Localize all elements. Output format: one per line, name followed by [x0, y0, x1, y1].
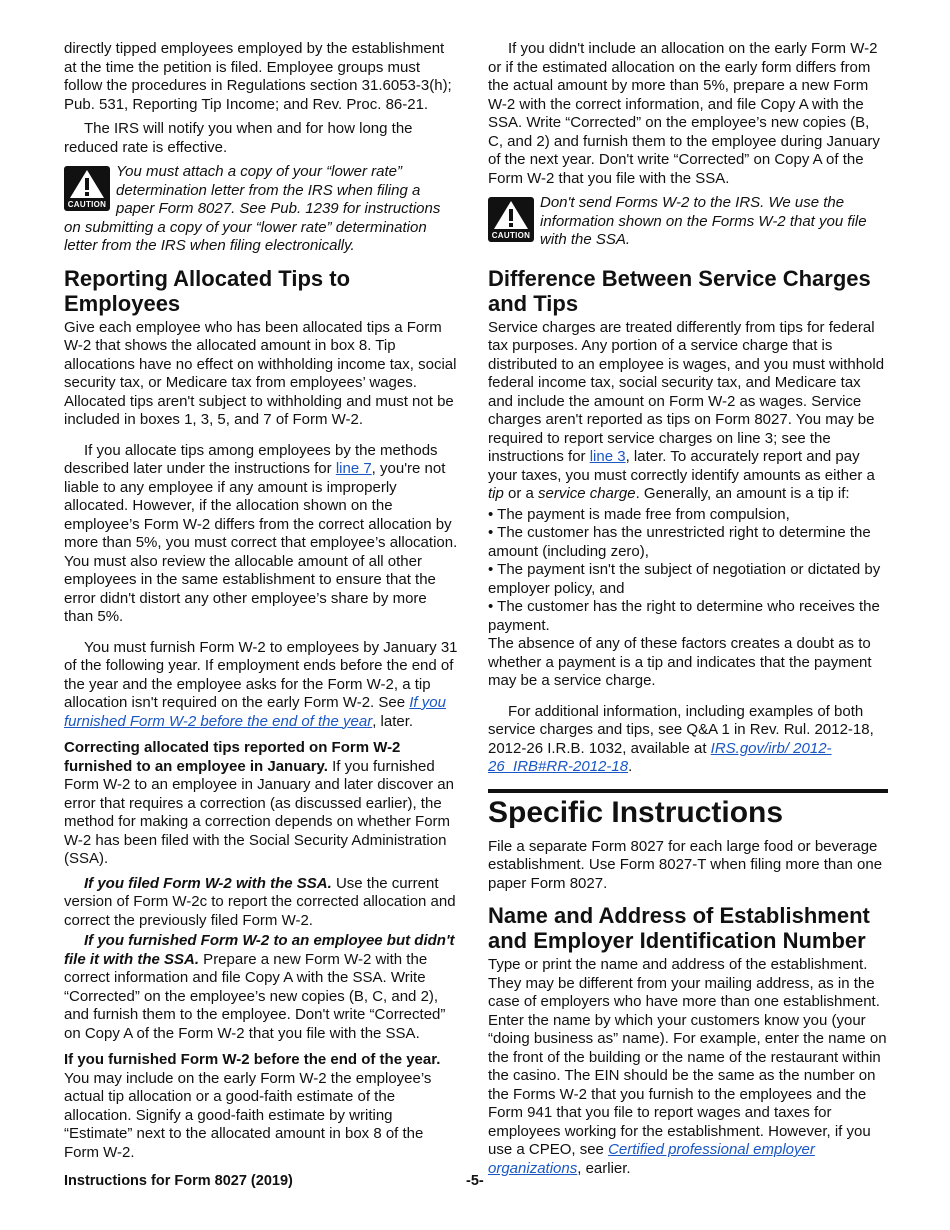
caution-note	[64, 163, 460, 256]
paragraph: If you furnished Form W-2 before the end of the year. You may include on the early Form W-2 the employee’s actual tip allocation or a good-faith estimate of the allocation. Signify a good-faith estimate by writing “Estimate” next to the allocated amount in box 8 of the Form W-2.	[64, 1051, 441, 1161]
page-footer	[64, 1172, 886, 1190]
caution-text: Don't send Forms W-2 to the IRS. We use the information shown on the Forms W-2 that you file with the SSA.	[540, 194, 867, 248]
left-column	[64, 40, 460, 1168]
paragraph: File a separate Form 8027 for each large food or beverage establishment. Use Form 8027-T when filing more than one paper Form 8027.	[488, 837, 883, 892]
section-heading: Reporting Allocated Tips to Employees	[64, 265, 351, 316]
section-heading: Name and Address of Establishment and Employer Identification Number	[488, 903, 870, 953]
page-number: -5-	[466, 1173, 484, 1189]
paragraph: If you filed Form W-2 with the SSA. Use the current version of Form W-2c to report the corrected allocation and correct the previously filed Form W-2.	[64, 874, 456, 929]
line-7-link[interactable]: line 7	[335, 460, 372, 477]
caution-icon: CAUTION	[64, 166, 110, 211]
paragraph: The IRS will notify you when and for how long the reduced rate is effective.	[64, 120, 413, 156]
paragraph: If you furnished Form W-2 to an employee but didn't file it with the SSA. Prepare a new Form W-2 with the correct information and file Copy A with the SSA. Write “Corrected” on the employee’s new copies (B, C, and 2), and furnish them to the employee. Don't write “Corrected” on Copy A of the Form W-2 that you file with the SSA.	[64, 932, 455, 1042]
paragraph: Correcting allocated tips reported on Form W-2 furnished to an employee in January. If you furnished Form W-2 to an employee in January and later discover an error that requires a correction (as discussed earlier), the method for making a correction depends on whether Form W-2 has been filed with the Social Security Administration (SSA).	[64, 739, 454, 867]
paragraph: If you didn't include an allocation on the early Form W-2 or if the estimated allocation on the early form differs from the actual amount by more than 5%, prepare a new Form W-2 with the correct information, and file Copy A with the SSA. Write “Corrected” on the employee’s new copies (B, C, and 2) and furnish them to the employee during January of the next year. Don't write “Corrected” on Copy A of the Form W-2 that you file with the SSA.	[488, 40, 880, 187]
line-3-link[interactable]: line 3	[589, 448, 626, 465]
caution-text: You must attach a copy of your “lower rate” determination letter from the IRS when filing a paper Form 8027. See Pub. 1239 for instructions on submitting a copy of your “lower rate” determination letter from the IRS when filing electronically.	[64, 163, 441, 254]
paragraph: Service charges are treated differently from tips for federal tax purposes. Any portion of a service charge that is distributed to an employee is wages, and you must withhold federal income tax, social security tax, and Medicare tax and include the amount on Form W-2 as wages. Service charges aren't reported as tips on Form 8027. You may be required to report service charges on line 3; see the instructions for line 3, later. To accurately report and pay your taxes, you must correctly identify amounts as either a tip or a service charge. Generally, an amount is a tip if:	[488, 318, 885, 502]
bullet-item: • The customer has the right to determine who receives the payment.	[488, 598, 880, 634]
caution-icon: CAUTION	[488, 197, 534, 242]
footer-title: Instructions for Form 8027 (2019)	[64, 1173, 293, 1189]
paragraph: You must furnish Form W-2 to employees by January 31 of the following year. If employment ends before the end of the year and the employee asks for the Form W-2, a tip allocation isn't required on the early Form W-2. See If you furnished Form W-2 before the end of the year, later.	[64, 638, 458, 730]
paragraph: Type or print the name and address of the establishment. They may be different from your mailing address, as in the case of employers who have more than one establishment. Enter the name by which your customers know you (your “doing business as” name). For example, enter the name on the front of the building or the name of the restaurant within the casino. The EIN should be the same as the number on the Forms W-2 that you furnish to the employees and the Form 941 that you file to report wages and taxes for employees working for the establishment. However, if you use a CPEO, see Certified professional employer organizations, earlier.	[488, 956, 887, 1177]
right-column	[488, 40, 888, 1184]
paragraph: For additional information, including examples of both service charges and tips, see Q&A 1 in Rev. Rul. 2012-18, 2012-26 I.R.B. 1032, available at IRS.gov/irb/ 2012-26_IRB#RR-2012-18.	[488, 702, 874, 775]
section-title: Specific Instructions	[488, 789, 888, 830]
bullet-item: • The payment isn't the subject of negotiation or dictated by employer policy, and	[488, 561, 881, 597]
irs-irb-link[interactable]: IRS.gov/irb/ 2012-26_IRB#RR-2012-18	[488, 739, 832, 775]
paragraph: directly tipped employees employed by the establishment at the time the petition is filed. Employee groups must follow the procedures in Regulations section 31.6053-3(h); Pub. 531, Reporting Tip Income; and Rev. Proc. 86-21.	[64, 40, 452, 113]
caution-note	[488, 194, 888, 250]
bullet-item: • The payment is made free from compulsion,	[488, 505, 790, 523]
bullet-item: • The customer has the unrestricted right to determine the amount (including zero),	[488, 524, 871, 560]
cpeo-link[interactable]: Certified professional employer organizations	[488, 1141, 815, 1177]
paragraph: The absence of any of these factors creates a doubt as to whether a payment is a tip and indicates that the payment may be a service charge.	[488, 635, 872, 689]
paragraph: If you allocate tips among employees by the methods described later under the instructions for line 7, you're not liable to any employee if any amount is improperly allocated. However, if the allocation shown on the employee’s Form W-2 differs from the correct allocation by more than 5%, you must correct that employee’s allocation. You must also review the allocable amount of all other employees in the same establishment to ensure that the error didn't distort any other employee’s share by more than 5%.	[64, 441, 458, 625]
section-heading: Difference Between Service Charges and Tips	[488, 265, 871, 316]
paragraph: Give each employee who has been allocated tips a Form W-2 that shows the allocated amount in box 8. Tip allocations have no effect on withholding income tax, social security tax, or Medicare tax from employees’ wages. Allocated tips aren't subject to withholding and must not be included in boxes 1, 3, 5, and 7 of Form W-2.	[64, 318, 457, 428]
furnished-w2-link[interactable]: If you furnished Form W-2 before the end of the year	[64, 694, 446, 730]
